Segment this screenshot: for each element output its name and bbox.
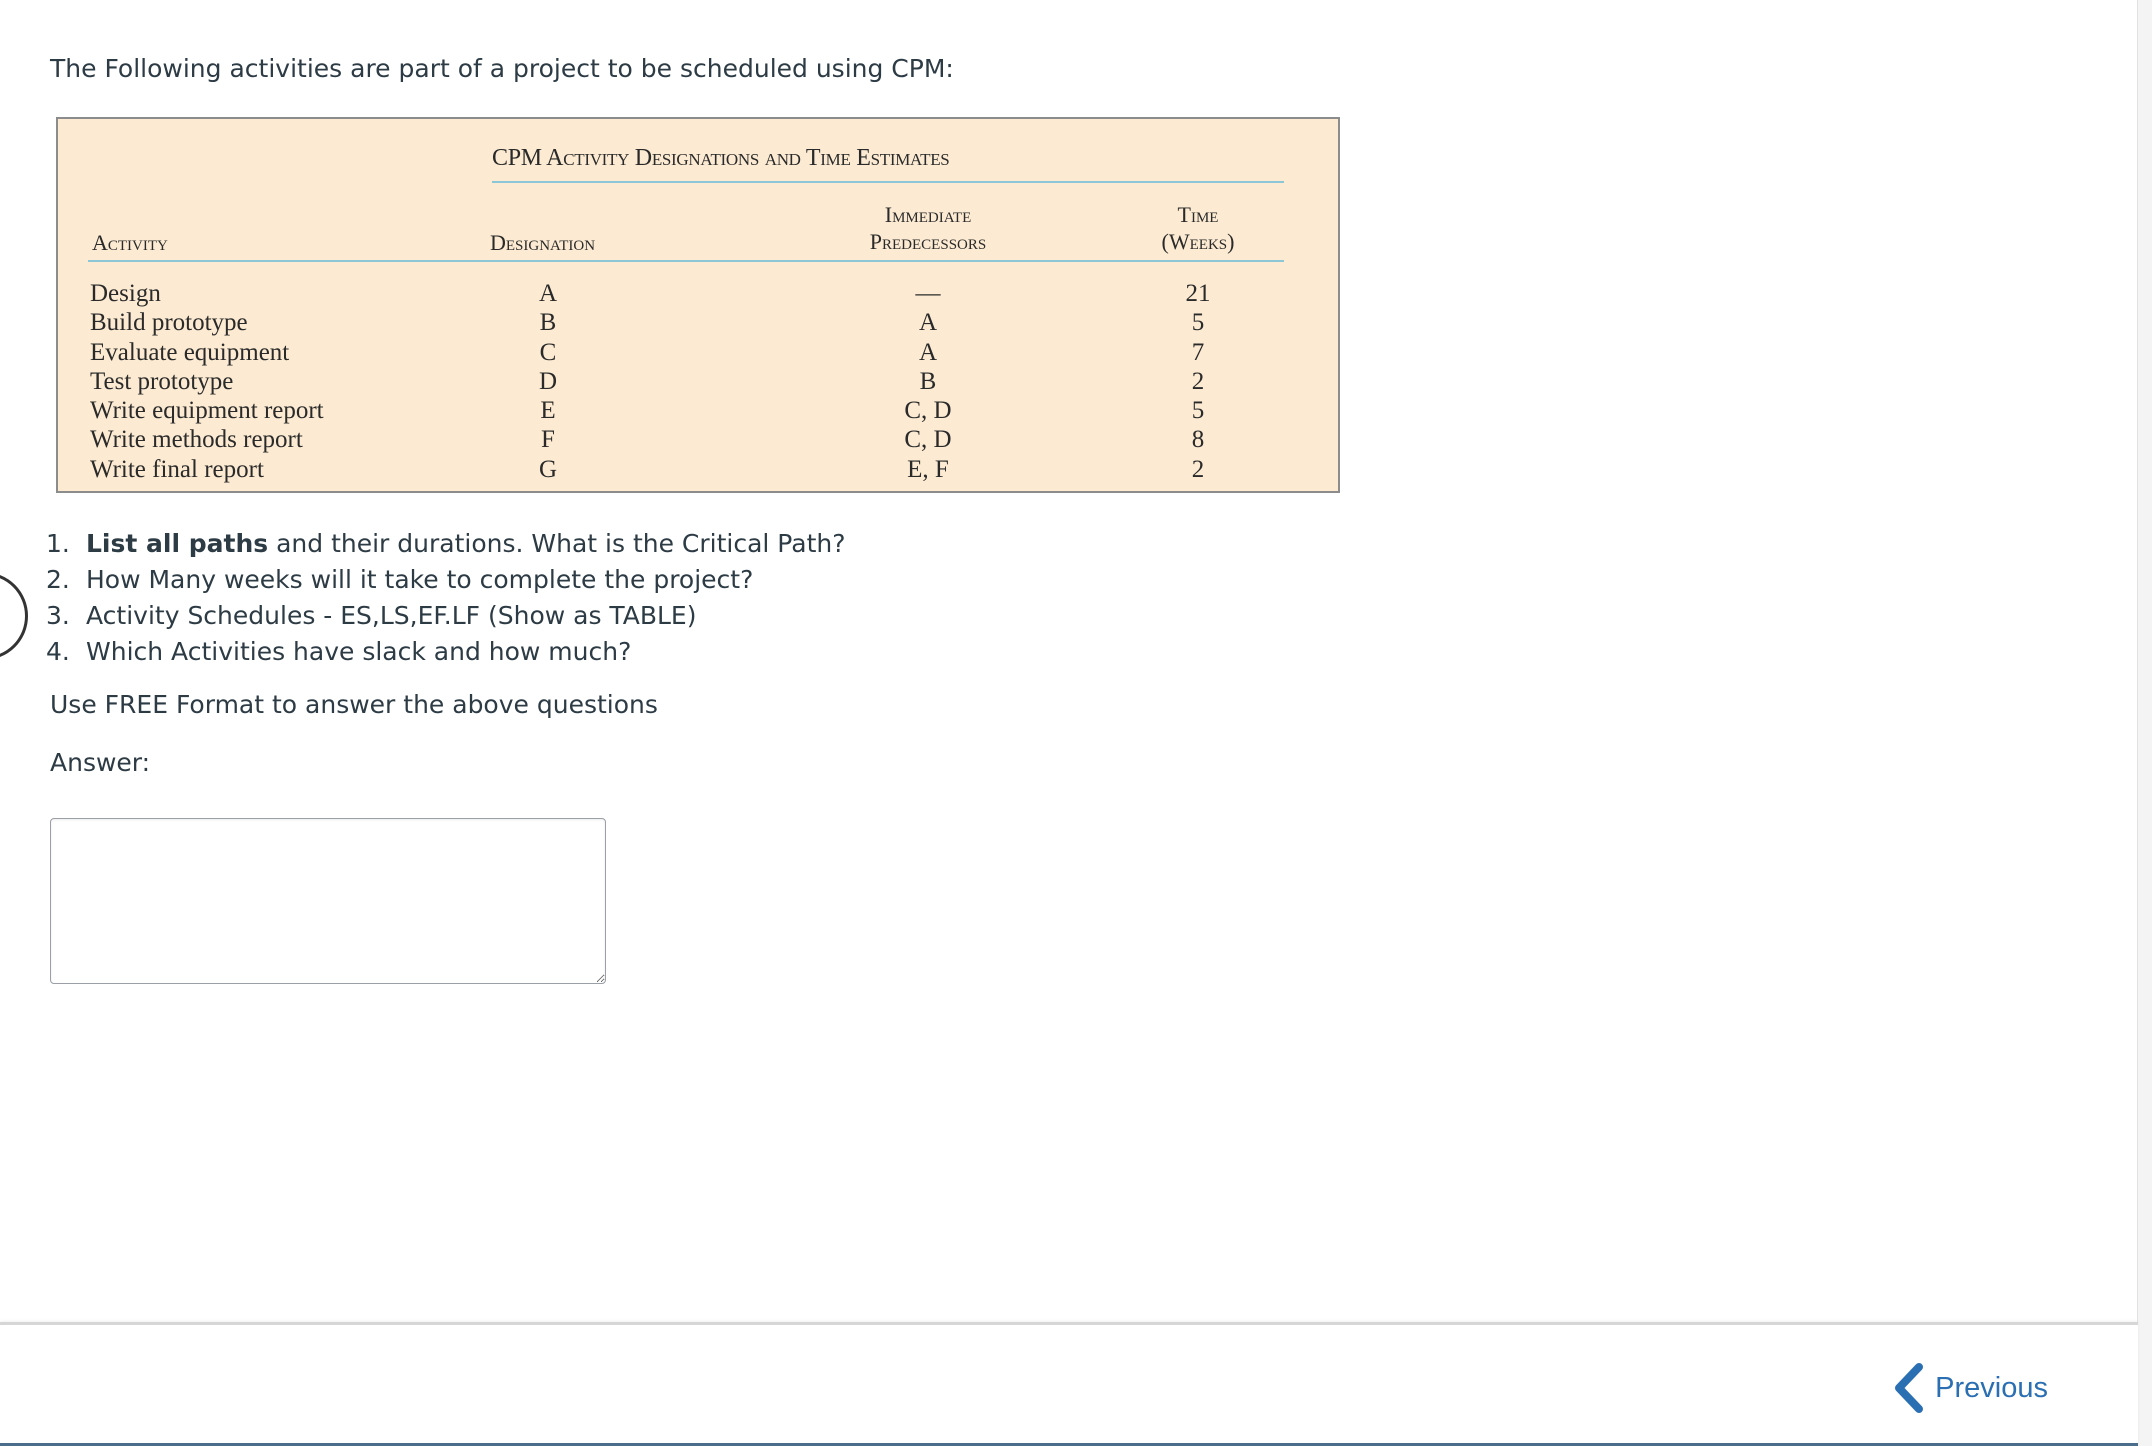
footer-nav bbox=[0, 1322, 2138, 1446]
question-text: and their durations. What is the Critical Path? bbox=[268, 529, 846, 558]
table-cell-designation: A bbox=[538, 280, 558, 307]
table-cell-predecessors: C, D bbox=[904, 426, 952, 454]
table-cell-time: 2 bbox=[1191, 367, 1205, 395]
table-cell-designation: B bbox=[539, 309, 557, 337]
table-cell-activity: Write equipment report bbox=[90, 397, 324, 425]
header-time-line1: Time bbox=[1177, 202, 1219, 227]
table-cell-time: 2 bbox=[1191, 455, 1205, 483]
header-time-line2: (Weeks) bbox=[1161, 229, 1235, 254]
previous-label: Previous bbox=[1935, 1371, 2048, 1404]
table-cell-activity: Write final report bbox=[90, 455, 264, 483]
list-item bbox=[46, 526, 846, 562]
header-time bbox=[1138, 201, 1258, 255]
table-cell-time: 8 bbox=[1191, 426, 1205, 454]
table-cell-time: 5 bbox=[1191, 309, 1205, 337]
table-cell-designation: E bbox=[540, 397, 556, 425]
table-cell-designation: C bbox=[539, 338, 557, 366]
list-number: 2. bbox=[46, 565, 70, 594]
header-rule bbox=[88, 260, 1284, 262]
table-cell-predecessors: A bbox=[918, 338, 938, 366]
table-cell-time: 5 bbox=[1191, 397, 1205, 425]
answer-label: Answer: bbox=[50, 748, 151, 777]
cursor-circle bbox=[0, 572, 28, 660]
activity-column bbox=[90, 279, 324, 484]
header-predecessors bbox=[778, 201, 1078, 255]
list-number: 4. bbox=[46, 637, 70, 666]
table-cell-designation: F bbox=[541, 426, 555, 454]
list-item bbox=[46, 562, 846, 598]
predecessors-column bbox=[858, 279, 998, 484]
table-cell-predecessors: A bbox=[918, 309, 938, 337]
table-cell-activity: Test prototype bbox=[90, 367, 234, 395]
table-cell-designation: G bbox=[538, 455, 558, 483]
table-cell-predecessors: B bbox=[919, 367, 937, 395]
page-scrollbar[interactable] bbox=[2137, 0, 2152, 1446]
table-cell-designation: D bbox=[538, 367, 558, 395]
answer-textarea[interactable] bbox=[50, 818, 606, 984]
question-intro: The Following activities are part of a project to be scheduled using CPM: bbox=[50, 54, 954, 83]
designation-column bbox=[528, 279, 568, 484]
list-number: 3. bbox=[46, 601, 70, 630]
chevron-left-icon bbox=[1891, 1363, 1925, 1413]
table-cell-activity: Design bbox=[90, 280, 161, 307]
list-item bbox=[46, 634, 846, 670]
instruction-text: Use FREE Format to answer the above questions bbox=[50, 690, 658, 719]
table-cell-predecessors: — bbox=[915, 280, 941, 307]
header-predecessors-line2: Predecessors bbox=[869, 229, 987, 254]
bold-phrase: List all paths bbox=[86, 529, 269, 558]
list-number: 1. bbox=[46, 529, 70, 558]
question-text: Which Activities have slack and how much? bbox=[86, 637, 632, 666]
table-cell-predecessors: C, D bbox=[904, 397, 952, 425]
time-column bbox=[1168, 279, 1228, 484]
table-title: CPM Activity Designations and Time Estimates bbox=[492, 145, 950, 171]
header-designation: Designation bbox=[490, 230, 596, 255]
table-cell-activity: Build prototype bbox=[90, 309, 248, 337]
cpm-table-image bbox=[56, 117, 1340, 493]
question-text: Activity Schedules - ES,LS,EF.LF (Show as TABLE) bbox=[86, 601, 697, 630]
table-cell-predecessors: E, F bbox=[907, 455, 949, 483]
previous-button[interactable] bbox=[1891, 1363, 2048, 1413]
table-cell-time: 21 bbox=[1185, 280, 1211, 307]
list-item bbox=[46, 598, 846, 634]
title-rule bbox=[492, 181, 1284, 183]
table-cell-activity: Evaluate equipment bbox=[90, 338, 290, 366]
table-cell-time: 7 bbox=[1191, 338, 1205, 366]
question-list bbox=[46, 526, 846, 670]
question-text: How Many weeks will it take to complete the project? bbox=[86, 565, 754, 594]
table-cell-activity: Write methods report bbox=[90, 426, 303, 454]
header-predecessors-line1: Immediate bbox=[884, 202, 972, 227]
header-activity: Activity bbox=[92, 230, 168, 255]
